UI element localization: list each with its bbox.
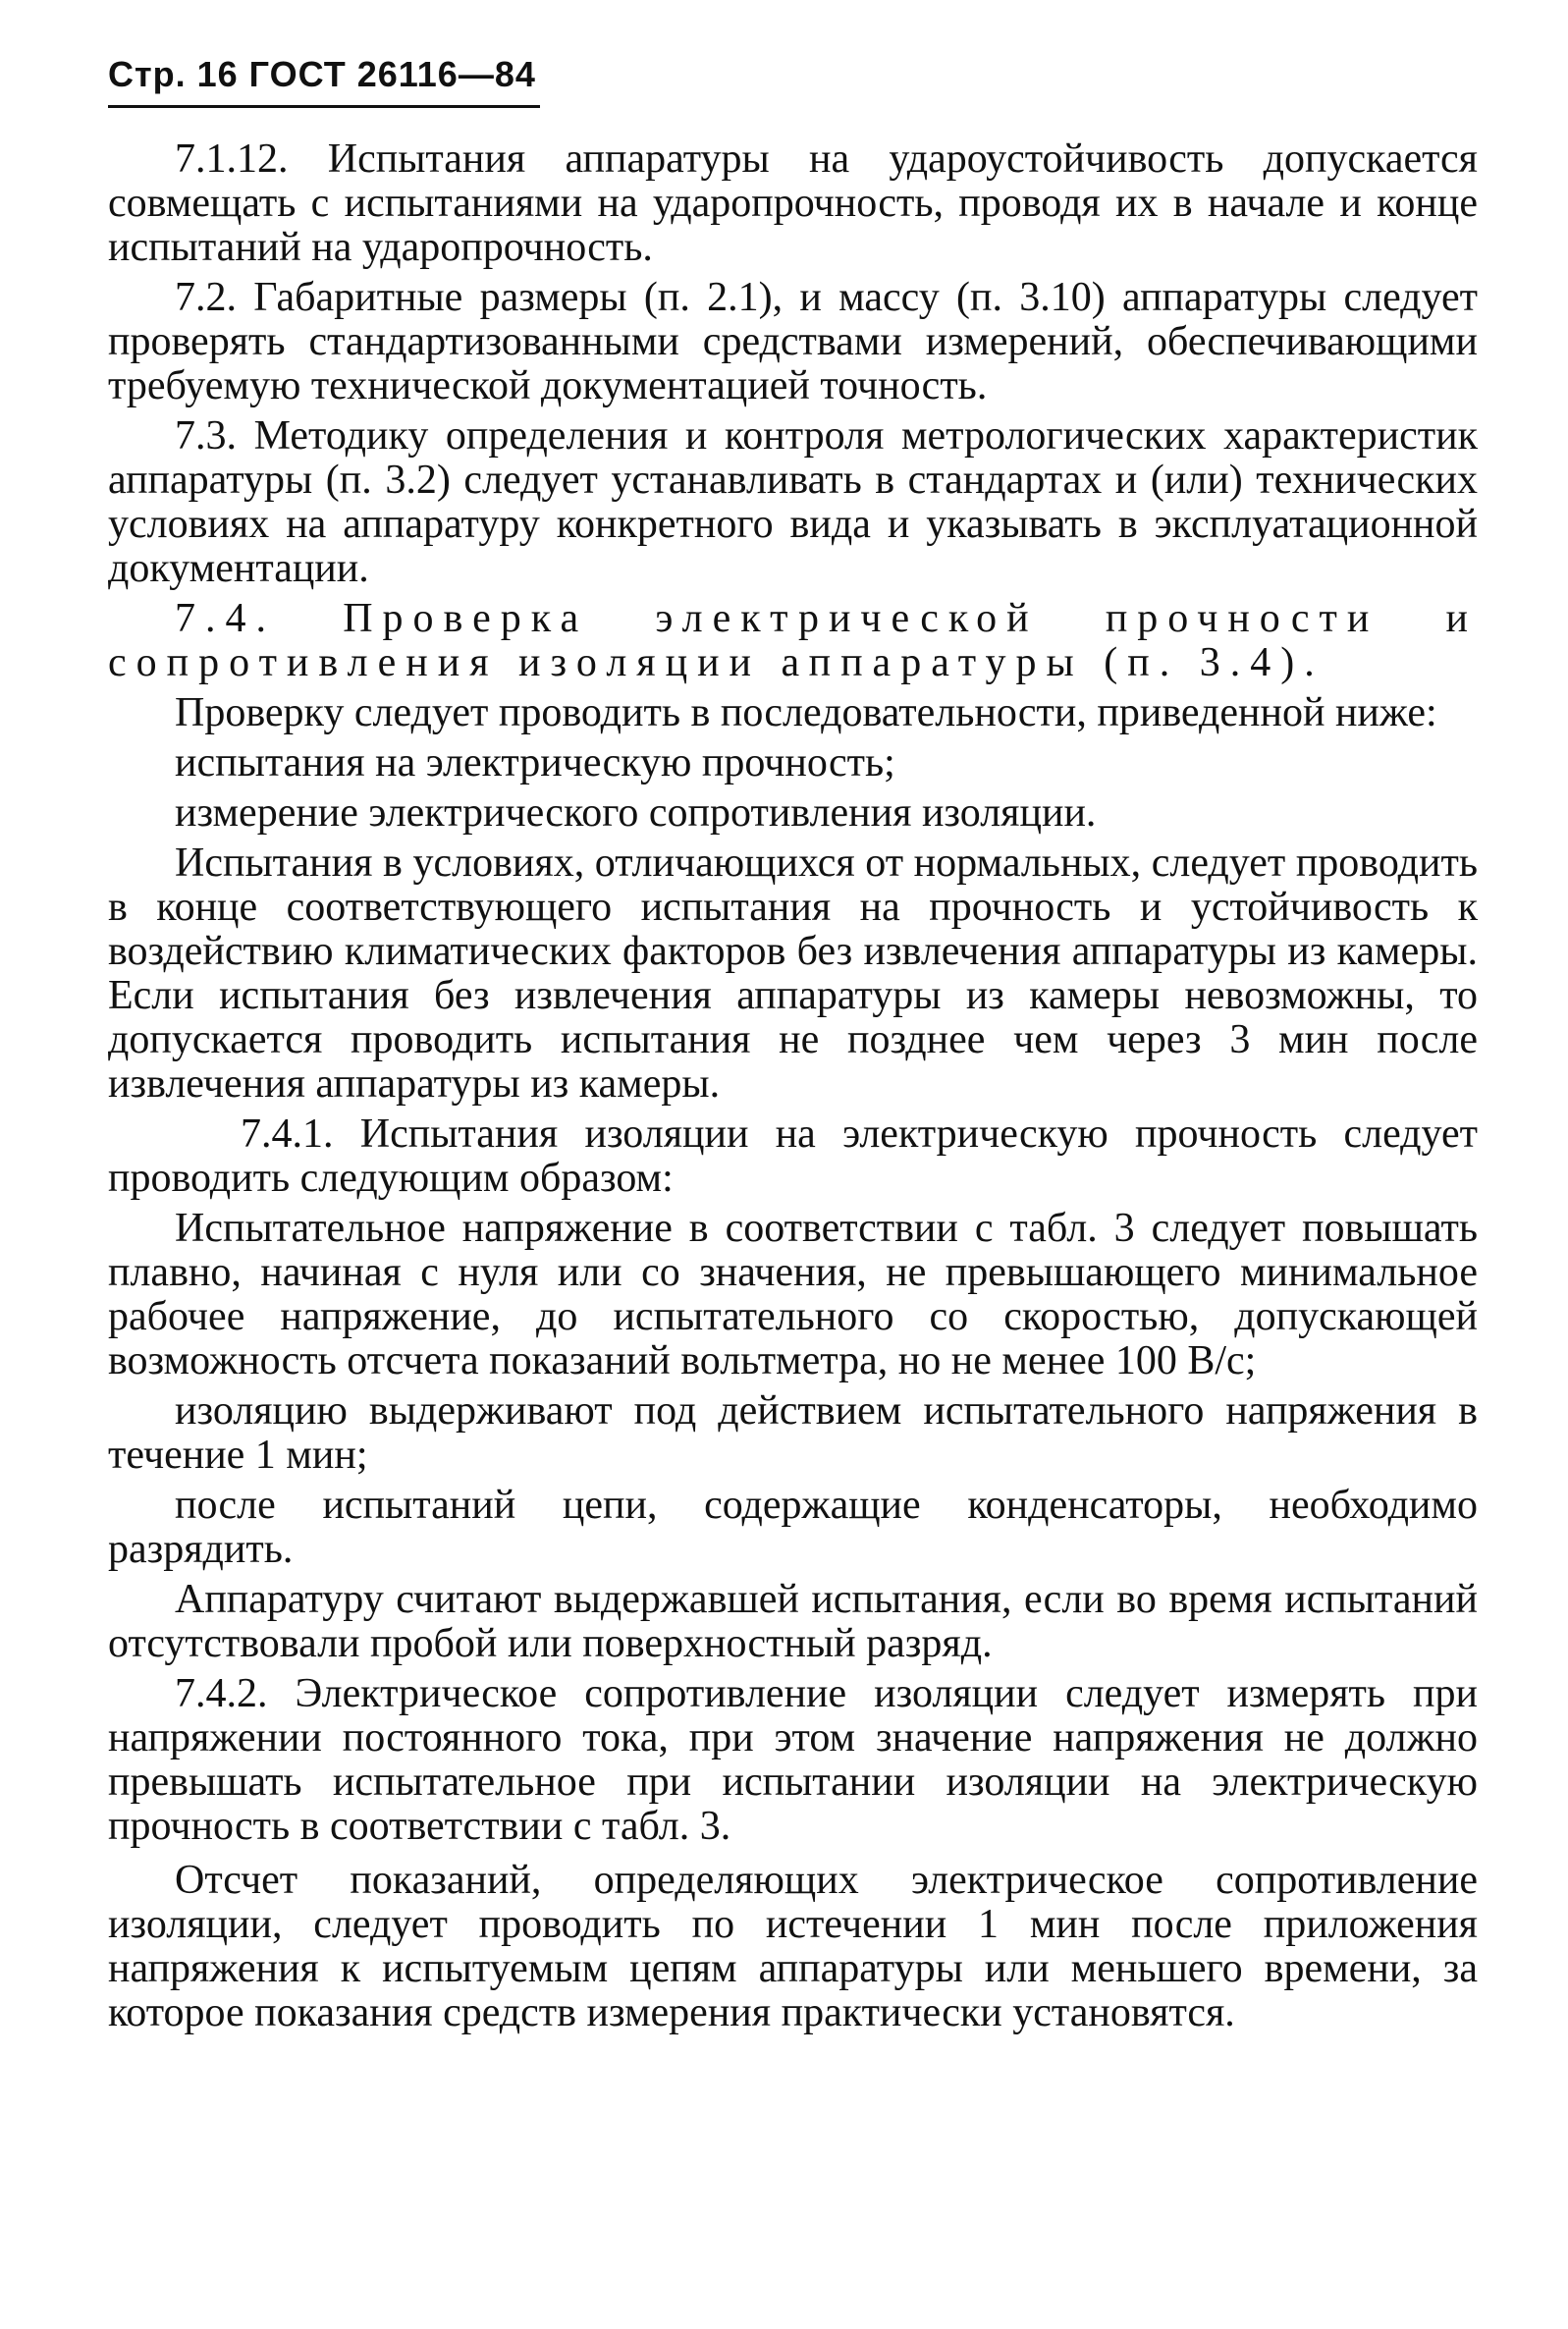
paragraph-7-3: 7.3. Методику определения и контроля метрологических характеристик аппаратуры (п. 3.2) следует устанавливать в стандартах и (или) технических условиях на аппаратуру конкретного вида и указывать в эксплуатационной документации.	[108, 413, 1478, 591]
list-item: изоляцию выдерживают под действием испытательного напряжения в течение 1 мин;	[108, 1388, 1478, 1478]
paragraph-7-2: 7.2. Габаритные размеры (п. 2.1), и массу (п. 3.10) аппаратуры следует проверять стандартизованными средствами измерений, обеспечивающими требуемую технической документацией точность.	[108, 275, 1478, 408]
paragraph-test-voltage: Испытательное напряжение в соответствии с табл. 3 следует повышать плавно, начиная с нуля или со значения, не превышающего минимальное рабочее напряжение, до испытательного со скоростью, допускающей возможность отсчета показаний вольтметра, но не менее 100 В/с;	[108, 1206, 1478, 1383]
list-item: после испытаний цепи, содержащие конденсаторы, необходимо разрядить.	[108, 1483, 1478, 1572]
paragraph-pass-criteria: Аппаратуру считают выдержавшей испытания, если во время испытаний отсутствовали пробой или поверхностный разряд.	[108, 1577, 1478, 1666]
paragraph-7-4-2: 7.4.2. Электрическое сопротивление изоляции следует измерять при напряжении постоянного тока, при этом значение напряжения не должно превышать испытательное при испытании изоляции на электрическую прочность в соответствии с табл. 3.	[108, 1671, 1478, 1849]
paragraph-7-4-1: 7.4.1. Испытания изоляции на электрическую прочность следует проводить следующим образом:	[108, 1111, 1478, 1201]
section-heading-7-4: 7.4. Проверка электрической прочности и сопротивления изоляции аппаратуры (п. 3.4).	[108, 596, 1478, 685]
paragraph-sequence-intro: Проверку следует проводить в последовательности, приведенной ниже:	[175, 690, 1437, 735]
document-body	[108, 137, 1478, 2041]
paragraph-7-1-12: 7.1.12. Испытания аппаратуры на удароустойчивость допускается совмещать с испытаниями на ударопрочность, проводя их в начале и конце испытаний на ударопрочность.	[108, 136, 1478, 270]
page-header-title: Стр. 16 ГОСТ 26116—84	[108, 54, 536, 94]
paragraph-abnormal-conditions: Испытания в условиях, отличающихся от нормальных, следует проводить в конце соответствующего испытания на прочность и устойчивость к воздействию климатических факторов без извлечения аппаратуры из камеры. Если испытания без извлечения аппаратуры из камеры невозможны, то допускается проводить испытания не позднее чем через 3 мин после извлечения аппаратуры из камеры.	[108, 840, 1478, 1107]
paragraph-reading-time: Отсчет показаний, определяющих электрическое сопротивление изоляции, следует проводить по истечении 1 мин после приложения напряжения к испытуемым цепям аппаратуры или меньшего времени, за которое показания средств измерения практически установятся.	[108, 1858, 1478, 2035]
list-item: испытания на электрическую прочность;	[175, 740, 895, 785]
header-rule	[108, 105, 540, 108]
list-item: измерение электрического сопротивления изоляции.	[175, 790, 1097, 836]
page-header	[108, 54, 540, 108]
